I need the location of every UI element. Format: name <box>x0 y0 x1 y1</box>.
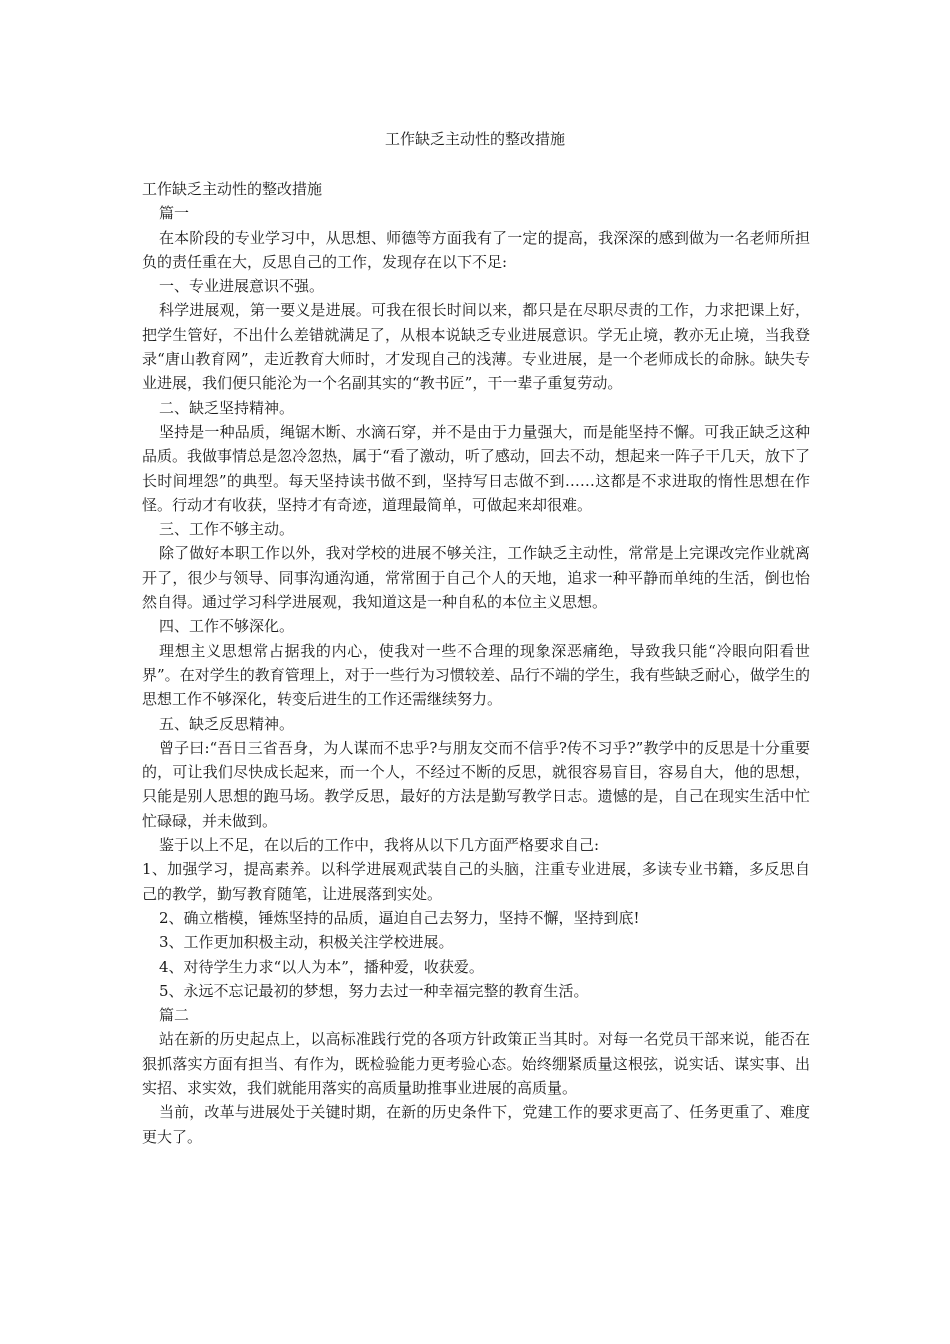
paragraph-2: 坚持是一种品质，绳锯木断、水滴石穿，并不是由于力量强大，而是能坚持不懈。可我正缺乏这种品质。我做事情总是忽冷忽热，属于“看了激动，听了感动，回去不动，想起来一阵子干几天，放下了长时间埋怨”的典型。每天坚持读书做不到，坚持写日志做不到……这都是不求进取的惰性思想在作怪。行动才有收获，坚持才有奇迹，道理最简单，可做起来却很难。 <box>142 422 810 514</box>
paragraph-3: 除了做好本职工作以外，我对学校的进展不够关注，工作缺乏主动性，常常是上完课改完作业就离开了，很少与领导、同事沟通沟通，常常囿于自己个人的天地，追求一种平静而单纯的生活，倒也怡然自得。通过学习科学进展观，我知道这是一种自私的本位主义思想。 <box>142 544 810 612</box>
subheading-3: 三、工作不够主动。 <box>159 520 295 539</box>
document-title: 工作缺乏主动性的整改措施 <box>384 130 565 148</box>
paragraph-4: 理想主义思想常占据我的内心，使我对一些不合理的现象深恶痛绝，导致我只能“冷眼向阳看世界”。在对学生的教育管理上，对于一些行为习惯较差、品行不端的学生，我有些缺乏耐心，做学生的思想工作不够深化，转变后进生的工作还需继续努力。 <box>142 641 810 709</box>
paragraph-part-two-1: 站在新的历史起点上，以高标准践行党的各项方针政策正当其时。对每一名党员干部来说，能否在狠抓落实方面有担当、有作为，既检验能力更考验心态。始终绷紧质量这根弦，说实话、谋实事、出实招、求实效，我们就能用落实的高质量助推事业进展的高质量。 <box>142 1030 810 1097</box>
paragraph-part-two-2: 当前，改革与进展处于关键时期，在新的历史条件下，党建工作的要求更高了、任务更重了、难度更大了。 <box>142 1103 810 1146</box>
subheading-4: 四、工作不够深化。 <box>159 617 295 636</box>
paragraph-summary: 鉴于以上不足，在以后的工作中，我将从以下几方面严格要求自己: <box>159 836 600 855</box>
list-item-2: 2、确立楷模，锤炼坚持的品质，逼迫自己去努力，坚持不懈，坚持到底! <box>159 908 640 927</box>
paragraph-5: 曾子曰:“吾日三省吾身，为人谋而不忠乎?与朋友交而不信乎?传不习乎?”教学中的反思是十分重要的，可让我们尽快成长起来，而一个人，不经过不断的反思，就很容易盲目，容易自大，他的思想，只能是别人思想的跑马场。教学反思，最好的方法是勤写教学日志。遗憾的是，自己在现实生活中忙忙碌碌，并未做到。 <box>142 738 810 830</box>
subheading-2: 二、缺乏坚持精神。 <box>159 398 295 417</box>
paragraph-intro: 在本阶段的专业学习中，从思想、师德等方面我有了一定的提高，我深深的感到做为一名老师所担负的责任重在大，反思自己的工作，发现存在以下不足: <box>142 228 810 271</box>
section-label-part-one: 篇一 <box>159 204 190 223</box>
section-label-part-two: 篇二 <box>159 1006 190 1025</box>
document-body <box>142 177 810 1149</box>
subheading-5: 五、缺乏反思精神。 <box>159 714 295 733</box>
paragraph-1: 科学进展观，第一要义是进展。可我在很长时间以来，都只是在尽职尽责的工作，力求把课上好，把学生管好，不出什么差错就满足了，从根本说缺乏专业进展意识。学无止境，教亦无止境，当我登录“唐山教育网”，走近教育大师时，才发现自己的浅薄。专业进展，是一个老师成长的命脉。缺失专业进展，我们便只能沦为一个名副其实的“教书匠”，干一辈子重复劳动。 <box>142 301 810 393</box>
list-item-4: 4、对待学生力求“以人为本”，播种爱，收获爱。 <box>159 957 484 976</box>
list-item-3: 3、工作更加积极主动，积极关注学校进展。 <box>159 933 454 952</box>
list-item-5: 5、永远不忘记最初的梦想，努力去过一种幸福完整的教育生活。 <box>159 981 589 1000</box>
body-heading: 工作缺乏主动性的整改措施 <box>142 180 323 198</box>
subheading-1: 一、专业进展意识不强。 <box>159 277 325 296</box>
list-item-1: 1、加强学习，提高素养。以科学进展观武装自己的头脑，注重专业进展，多读专业书籍，多反思自己的教学，勤写教育随笔，让进展落到实处。 <box>142 860 810 903</box>
